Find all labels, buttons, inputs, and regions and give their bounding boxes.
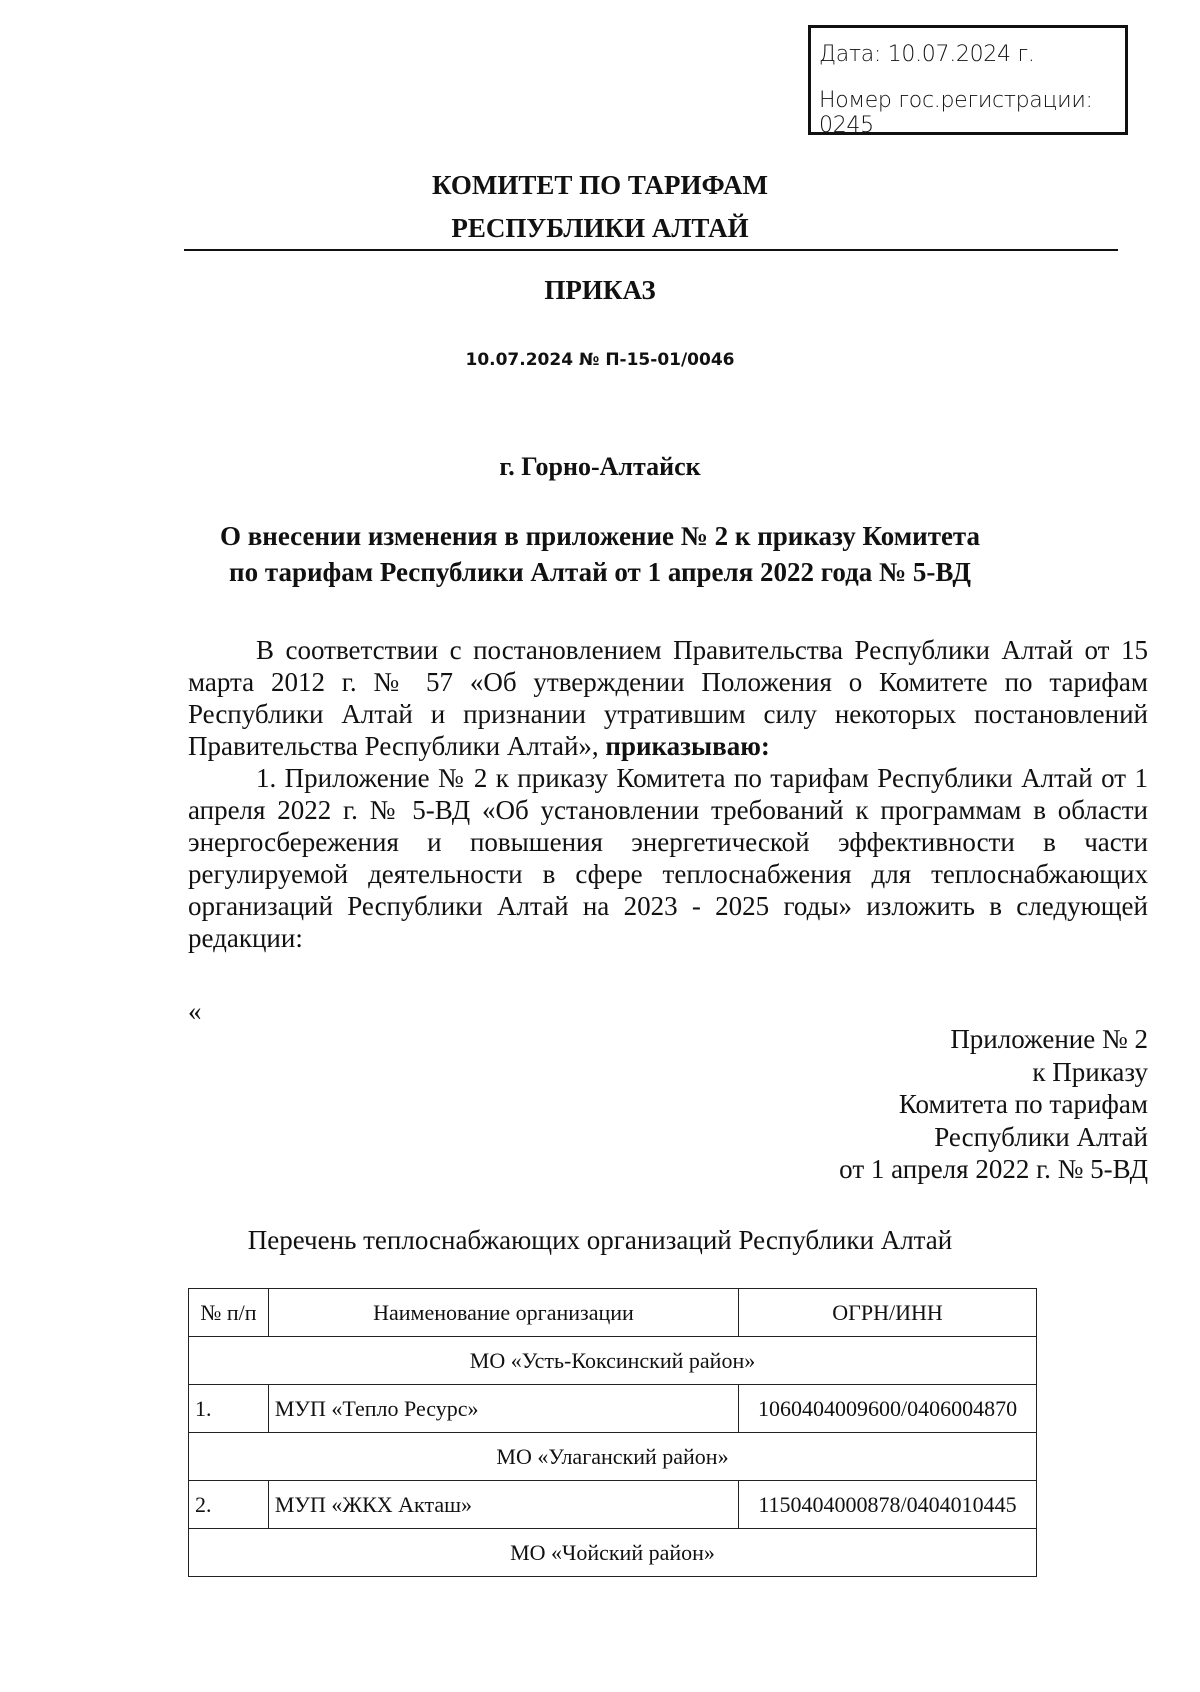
registration-date: Дата: 10.07.2024 г. [819, 42, 1035, 67]
body-paragraph-1 [188, 634, 1148, 762]
col-header-number: № п/п [189, 1289, 269, 1337]
body-paragraph-1-bold: приказываю: [605, 731, 770, 761]
col-header-ogrn: ОГРН/ИНН [739, 1289, 1037, 1337]
table-row [189, 1385, 1037, 1433]
row-number: 1. [189, 1385, 269, 1433]
registration-number: Номер гос.регистрации: 0245 [819, 88, 1093, 138]
city: г. Горно-Алтайск [499, 452, 701, 481]
org-ogrn: 1060404009600/0406004870 [739, 1385, 1037, 1433]
district-name: МО «Усть-Коксинский район» [189, 1337, 1037, 1385]
subject-heading [0, 518, 1200, 590]
organizations-table [188, 1288, 1037, 1577]
appendix-line2: к Приказу [1032, 1056, 1148, 1087]
table-header-row [189, 1289, 1037, 1337]
org-name: МУП «ЖКХ Акташ» [268, 1481, 738, 1529]
doc-type-title: ПРИКАЗ [544, 275, 656, 305]
table-row [189, 1481, 1037, 1529]
org-ogrn: 1150404000878/0404010445 [739, 1481, 1037, 1529]
subject-line1: О внесении изменения в приложение № 2 к приказу Комитета [219, 521, 981, 551]
org-name: МУП «Тепло Ресурс» [268, 1385, 738, 1433]
registration-box [808, 25, 1128, 138]
org-name-line2: РЕСПУБЛИКИ АЛТАЙ [451, 213, 749, 243]
district-name: МО «Улаганский район» [189, 1433, 1037, 1481]
body-paragraph-1-text: В соответствии с постановлением Правительства Республики Алтай от 15 марта 2012 г. № 57 «Об утверждении Положения о Комитете по тарифам Республики Алтай и признании утратившим силу некоторых постановлений Правительства Республики Алтай», [188, 635, 1148, 761]
district-name: МО «Чойский район» [189, 1529, 1037, 1577]
appendix-line3: Комитета по тарифам [898, 1089, 1148, 1120]
district-row [189, 1337, 1037, 1385]
appendix-reference [839, 1023, 1148, 1186]
appendix-line4: Республики Алтай [934, 1121, 1148, 1152]
list-title: Перечень теплоснабжающих организаций Республики Алтай [247, 1225, 953, 1255]
appendix-line1: Приложение № 2 [950, 1024, 1148, 1054]
district-row [189, 1433, 1037, 1481]
order-number: 10.07.2024 № П-15-01/0046 [465, 350, 735, 370]
district-row [189, 1529, 1037, 1577]
subject-line2: по тарифам Республики Алтай от 1 апреля 2022 года № 5-ВД [229, 557, 971, 587]
opening-quote: « [188, 996, 202, 1026]
header-divider [184, 249, 1118, 251]
body-paragraph-2: 1. Приложение № 2 к приказу Комитета по тарифам Республики Алтай от 1 апреля 2022 г. № 5-ВД «Об установлении требований к программам в области энергосбережения и повышения энергетической эффективности в части регулируемой деятельности в сфере теплоснабжения для теплоснабжающих организаций Республики Алтай на 2023 - 2025 годы» изложить в следующей редакции: [188, 763, 1148, 953]
org-name-line1: КОМИТЕТ ПО ТАРИФАМ [431, 170, 769, 200]
row-number: 2. [189, 1481, 269, 1529]
col-header-name: Наименование организации [268, 1289, 738, 1337]
order-body [188, 634, 1148, 954]
appendix-line5: от 1 апреля 2022 г. № 5-ВД [839, 1154, 1148, 1185]
